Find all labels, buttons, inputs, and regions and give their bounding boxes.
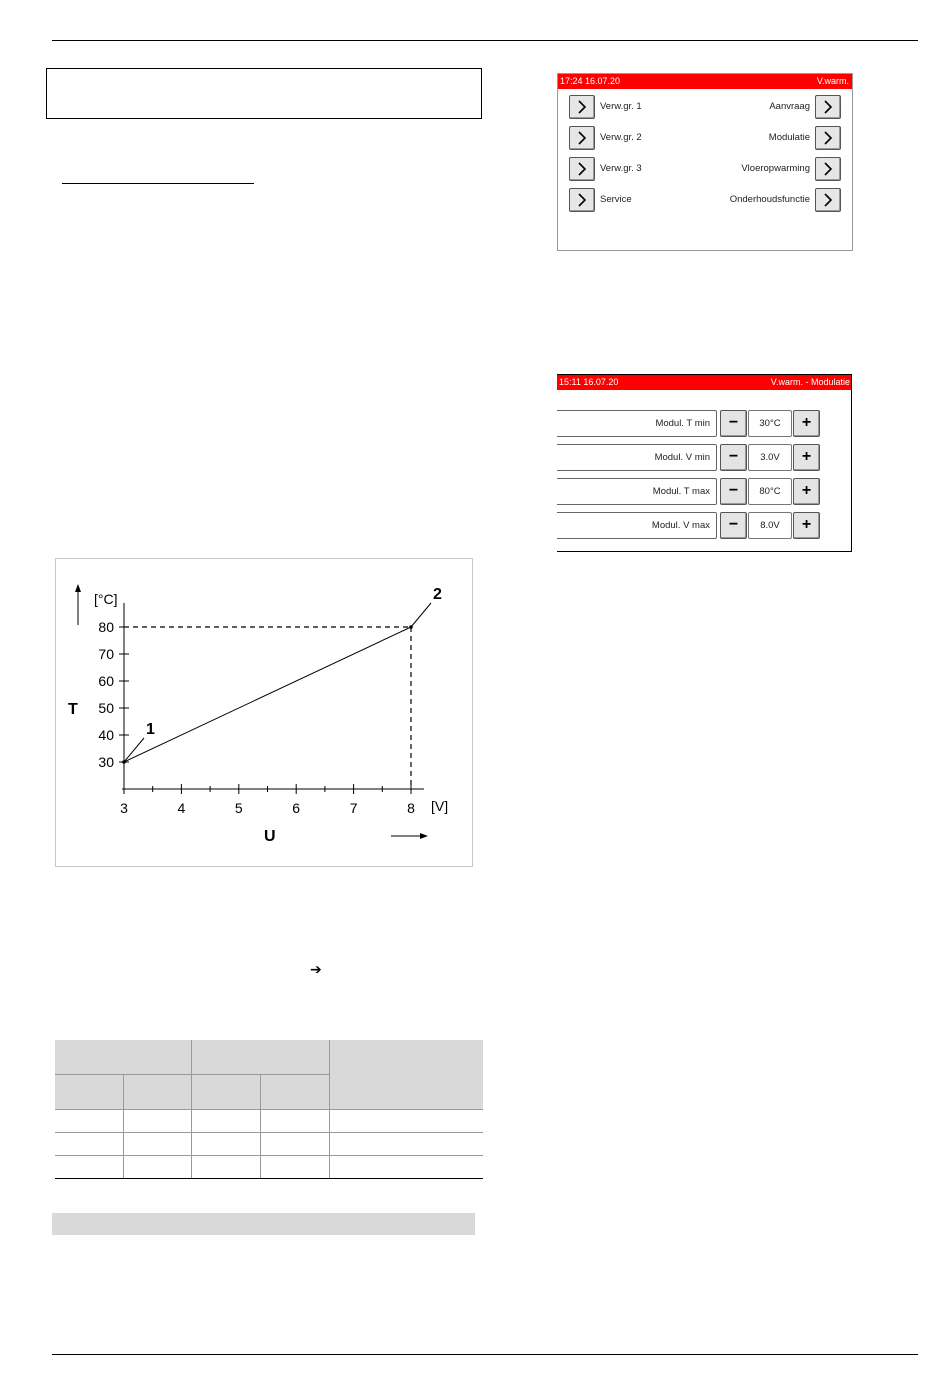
controller-screen-modulatie [557, 374, 852, 552]
series-line [124, 627, 411, 762]
menu-button-verw-gr-1[interactable] [569, 95, 595, 119]
modulation-chart [55, 558, 473, 867]
data-point-2 [409, 625, 413, 629]
modul-t-min-value: 30°C [748, 410, 792, 437]
menu-button-modulatie[interactable] [815, 126, 841, 150]
controller-screen-menu [557, 73, 853, 251]
x-tick-label: 5 [234, 800, 243, 816]
menu-button-aanvraag[interactable] [815, 95, 841, 119]
x-tick-label: 8 [407, 800, 415, 816]
modul-v-max-plus-button[interactable]: + [793, 512, 820, 539]
annotation-1: 1 [146, 721, 155, 738]
status-bar [558, 74, 852, 89]
table-row [55, 1110, 483, 1133]
annotation-2: 2 [433, 586, 442, 603]
y-arrow-up-icon [75, 584, 81, 592]
menu-label-aanvraag: Aanvraag [769, 101, 810, 112]
menu-label-service: Service [600, 194, 632, 205]
annotation-leader-1 [124, 738, 144, 762]
menu-button-service[interactable] [569, 188, 595, 212]
modul-t-max-value: 80°C [748, 478, 792, 505]
menu-button-verw-gr-2[interactable] [569, 126, 595, 150]
chart-svg [56, 559, 472, 866]
chevron-right-icon [822, 162, 834, 176]
header-rule [52, 40, 918, 41]
table-subheader-cell [192, 1075, 261, 1110]
modul-v-max-value: 8.0V [748, 512, 792, 539]
table-row [55, 1133, 483, 1156]
y-tick-label: 30 [98, 754, 114, 770]
x-arrow-right-icon [420, 833, 428, 839]
y-tick-label: 70 [98, 646, 114, 662]
modul-t-max-minus-button[interactable]: − [720, 478, 747, 505]
screen-title: V.warm. - Modulatie [770, 377, 850, 387]
y-unit: [°C] [94, 591, 118, 607]
chevron-right-icon [822, 100, 834, 114]
note-bar [52, 1213, 475, 1235]
modul-t-min-plus-button[interactable]: + [793, 410, 820, 437]
modul-v-max-label: Modul. V max [557, 512, 717, 539]
y-tick-label: 60 [98, 673, 114, 689]
footer-rule [52, 1354, 918, 1355]
modul-v-min-minus-button[interactable]: − [720, 444, 747, 471]
menu-label-verw-gr-3: Verw.gr. 3 [600, 163, 642, 174]
table-header-cell [329, 1040, 483, 1110]
menu-label-verw-gr-1: Verw.gr. 1 [600, 101, 642, 112]
menu-button-verw-gr-3[interactable] [569, 157, 595, 181]
x-tick-label: 7 [349, 800, 358, 816]
menu-label-modulatie: Modulatie [768, 132, 810, 143]
status-bar [557, 375, 851, 390]
annotation-leader-2 [411, 603, 431, 627]
data-table [55, 1040, 483, 1179]
chevron-right-icon [576, 162, 588, 176]
table-header-cell [192, 1040, 329, 1075]
y-tick-label: 50 [98, 700, 114, 716]
status-time: 15:11 16.07.20 [559, 377, 619, 387]
chevron-right-icon [822, 131, 834, 145]
menu-label-vloeropwarming: Vloeropwarming [741, 163, 810, 174]
menu-label-verw-gr-2: Verw.gr. 2 [600, 132, 642, 143]
section-heading-box [46, 68, 482, 119]
x-axis-label: U [264, 828, 276, 845]
modul-v-min-value: 3.0V [748, 444, 792, 471]
y-tick-label: 80 [98, 619, 114, 635]
heading-underline [62, 183, 254, 184]
chevron-right-icon [576, 193, 588, 207]
chevron-right-icon [822, 193, 834, 207]
screen-title: V.warm. [816, 76, 849, 86]
modul-t-min-minus-button[interactable]: − [720, 410, 747, 437]
data-point-1 [122, 760, 126, 764]
menu-label-onderhoudsfunctie: Onderhoudsfunctie [729, 194, 810, 205]
menu-button-onderhoudsfunctie[interactable] [815, 188, 841, 212]
y-axis-label: T [68, 701, 78, 718]
table-row [55, 1156, 483, 1179]
chevron-right-icon [576, 100, 588, 114]
x-tick-label: 6 [292, 800, 301, 816]
arrow-right-icon: ➔ [310, 962, 322, 978]
status-time: 17:24 16.07.20 [560, 76, 621, 86]
x-tick-label: 3 [120, 800, 128, 816]
table-subheader-cell [123, 1075, 192, 1110]
menu-button-vloeropwarming[interactable] [815, 157, 841, 181]
y-tick-label: 40 [98, 727, 114, 743]
table-header-cell [55, 1040, 192, 1075]
x-tick-label: 4 [177, 800, 186, 816]
modul-t-min-label: Modul. T min [557, 410, 717, 437]
modul-v-min-plus-button[interactable]: + [793, 444, 820, 471]
modul-v-max-minus-button[interactable]: − [720, 512, 747, 539]
table-subheader-cell [55, 1075, 123, 1110]
modul-t-max-label: Modul. T max [557, 478, 717, 505]
x-unit: [V] [431, 798, 449, 814]
chevron-right-icon [576, 131, 588, 145]
modul-v-min-label: Modul. V min [557, 444, 717, 471]
modul-t-max-plus-button[interactable]: + [793, 478, 820, 505]
table-subheader-cell [261, 1075, 330, 1110]
table-header-row-1 [55, 1040, 483, 1075]
